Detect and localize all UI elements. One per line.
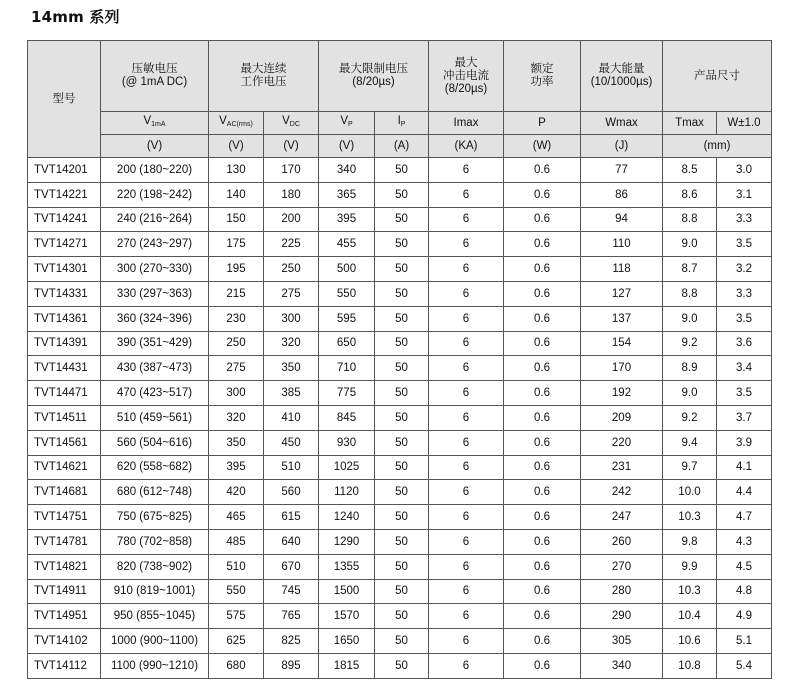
cell-wmax: 242 [581, 480, 663, 505]
cell-vp: 1240 [319, 505, 375, 530]
cell-vp: 650 [319, 331, 375, 356]
cell-vdc: 450 [264, 430, 319, 455]
cell-vac: 485 [209, 529, 264, 554]
symbol-w: W±1.0 [717, 112, 772, 135]
cell-vac: 275 [209, 356, 264, 381]
varistor-spec-table [27, 40, 772, 679]
col-header-product-size: 产品尺寸 [663, 41, 772, 112]
cell-imax: 6 [429, 182, 504, 207]
cell-imax: 6 [429, 505, 504, 530]
cell-vac: 680 [209, 653, 264, 678]
cell-p: 0.6 [504, 653, 581, 678]
cell-imax: 6 [429, 257, 504, 282]
cell-wmax: 280 [581, 579, 663, 604]
cell-v1ma: 470 (423~517) [101, 381, 209, 406]
cell-vp: 1570 [319, 604, 375, 629]
cell-w: 3.4 [717, 356, 772, 381]
cell-vp: 1290 [319, 529, 375, 554]
unit-p: (W) [504, 135, 581, 158]
cell-vac: 465 [209, 505, 264, 530]
cell-w: 3.5 [717, 381, 772, 406]
cell-w: 3.5 [717, 306, 772, 331]
cell-ip: 50 [375, 505, 429, 530]
cell-ip: 50 [375, 281, 429, 306]
cell-p: 0.6 [504, 281, 581, 306]
cell-vdc: 170 [264, 158, 319, 183]
cell-vdc: 225 [264, 232, 319, 257]
cell-v1ma: 560 (504~616) [101, 430, 209, 455]
cell-model: TVT14241 [28, 207, 101, 232]
page-title: 14mm 系列 [31, 8, 120, 26]
unit-ip: (A) [375, 135, 429, 158]
cell-p: 0.6 [504, 505, 581, 530]
table-row [28, 306, 772, 331]
symbol-wmax: Wmax [581, 112, 663, 135]
cell-wmax: 154 [581, 331, 663, 356]
cell-v1ma: 820 (738~902) [101, 554, 209, 579]
cell-w: 4.9 [717, 604, 772, 629]
cell-tmax: 8.8 [663, 281, 717, 306]
cell-tmax: 10.4 [663, 604, 717, 629]
cell-wmax: 290 [581, 604, 663, 629]
cell-wmax: 247 [581, 505, 663, 530]
cell-imax: 6 [429, 306, 504, 331]
cell-ip: 50 [375, 257, 429, 282]
cell-model: TVT14431 [28, 356, 101, 381]
cell-model: TVT14391 [28, 331, 101, 356]
table-row [28, 331, 772, 356]
cell-vdc: 615 [264, 505, 319, 530]
cell-ip: 50 [375, 381, 429, 406]
cell-ip: 50 [375, 158, 429, 183]
table-row [28, 381, 772, 406]
table-row [28, 257, 772, 282]
cell-model: TVT14511 [28, 405, 101, 430]
unit-size: (mm) [663, 135, 772, 158]
table-row [28, 182, 772, 207]
header-row-units [28, 135, 772, 158]
cell-p: 0.6 [504, 381, 581, 406]
cell-model: TVT14621 [28, 455, 101, 480]
cell-vac: 420 [209, 480, 264, 505]
cell-p: 0.6 [504, 554, 581, 579]
cell-ip: 50 [375, 604, 429, 629]
cell-imax: 6 [429, 331, 504, 356]
cell-wmax: 305 [581, 629, 663, 654]
symbol-vac: $V_{AC(rms)}$ [209, 112, 264, 135]
cell-vp: 710 [319, 356, 375, 381]
table-row [28, 529, 772, 554]
unit-imax: (KA) [429, 135, 504, 158]
cell-vp: 930 [319, 430, 375, 455]
cell-vp: 500 [319, 257, 375, 282]
cell-imax: 6 [429, 405, 504, 430]
cell-vac: 175 [209, 232, 264, 257]
cell-w: 5.1 [717, 629, 772, 654]
cell-ip: 50 [375, 455, 429, 480]
cell-v1ma: 200 (180~220) [101, 158, 209, 183]
cell-tmax: 8.9 [663, 356, 717, 381]
cell-model: TVT14821 [28, 554, 101, 579]
cell-imax: 6 [429, 629, 504, 654]
cell-vp: 550 [319, 281, 375, 306]
cell-imax: 6 [429, 158, 504, 183]
cell-p: 0.6 [504, 405, 581, 430]
col-header-model: 型号 [28, 41, 101, 158]
cell-tmax: 10.8 [663, 653, 717, 678]
cell-v1ma: 620 (558~682) [101, 455, 209, 480]
cell-v1ma: 510 (459~561) [101, 405, 209, 430]
unit-vac: (V) [209, 135, 264, 158]
cell-vp: 395 [319, 207, 375, 232]
cell-ip: 50 [375, 356, 429, 381]
cell-ip: 50 [375, 579, 429, 604]
cell-w: 3.1 [717, 182, 772, 207]
table-row [28, 629, 772, 654]
cell-v1ma: 680 (612~748) [101, 480, 209, 505]
cell-tmax: 9.2 [663, 331, 717, 356]
cell-p: 0.6 [504, 356, 581, 381]
cell-vdc: 410 [264, 405, 319, 430]
cell-imax: 6 [429, 430, 504, 455]
cell-p: 0.6 [504, 182, 581, 207]
cell-p: 0.6 [504, 529, 581, 554]
cell-imax: 6 [429, 480, 504, 505]
symbol-tmax: Tmax [663, 112, 717, 135]
cell-vac: 300 [209, 381, 264, 406]
table-row [28, 455, 772, 480]
cell-w: 3.7 [717, 405, 772, 430]
cell-ip: 50 [375, 232, 429, 257]
cell-p: 0.6 [504, 306, 581, 331]
cell-tmax: 8.5 [663, 158, 717, 183]
cell-ip: 50 [375, 207, 429, 232]
symbol-ip: $I_P$ [375, 112, 429, 135]
cell-ip: 50 [375, 331, 429, 356]
cell-ip: 50 [375, 306, 429, 331]
cell-w: 3.5 [717, 232, 772, 257]
cell-p: 0.6 [504, 207, 581, 232]
unit-vp: (V) [319, 135, 375, 158]
cell-vac: 350 [209, 430, 264, 455]
cell-vac: 230 [209, 306, 264, 331]
cell-model: TVT14361 [28, 306, 101, 331]
cell-vac: 510 [209, 554, 264, 579]
cell-vp: 775 [319, 381, 375, 406]
cell-imax: 6 [429, 554, 504, 579]
cell-ip: 50 [375, 653, 429, 678]
col-header-max-clamping-voltage: 最大限制电压 (8/20µs) [319, 41, 429, 112]
cell-vdc: 275 [264, 281, 319, 306]
cell-tmax: 9.2 [663, 405, 717, 430]
table-body [28, 158, 772, 679]
cell-vac: 575 [209, 604, 264, 629]
col-header-max-surge-current: 最大 冲击电流 (8/20µs) [429, 41, 504, 112]
cell-p: 0.6 [504, 158, 581, 183]
cell-tmax: 10.6 [663, 629, 717, 654]
cell-vp: 1650 [319, 629, 375, 654]
cell-vdc: 895 [264, 653, 319, 678]
cell-ip: 50 [375, 629, 429, 654]
cell-w: 3.3 [717, 207, 772, 232]
cell-vac: 395 [209, 455, 264, 480]
cell-ip: 50 [375, 430, 429, 455]
cell-model: TVT14112 [28, 653, 101, 678]
cell-vp: 1500 [319, 579, 375, 604]
cell-v1ma: 270 (243~297) [101, 232, 209, 257]
cell-w: 4.1 [717, 455, 772, 480]
col-header-max-continuous-voltage: 最大连续 工作电压 [209, 41, 319, 112]
cell-wmax: 86 [581, 182, 663, 207]
cell-tmax: 8.7 [663, 257, 717, 282]
cell-wmax: 94 [581, 207, 663, 232]
cell-vac: 250 [209, 331, 264, 356]
cell-v1ma: 330 (297~363) [101, 281, 209, 306]
cell-model: TVT14471 [28, 381, 101, 406]
cell-p: 0.6 [504, 430, 581, 455]
cell-vac: 215 [209, 281, 264, 306]
cell-v1ma: 430 (387~473) [101, 356, 209, 381]
cell-ip: 50 [375, 480, 429, 505]
cell-wmax: 170 [581, 356, 663, 381]
cell-w: 3.2 [717, 257, 772, 282]
cell-model: TVT14781 [28, 529, 101, 554]
cell-imax: 6 [429, 356, 504, 381]
symbol-vdc: $V_{DC}$ [264, 112, 319, 135]
symbol-imax: Imax [429, 112, 504, 135]
unit-v1ma: (V) [101, 135, 209, 158]
cell-model: TVT14271 [28, 232, 101, 257]
cell-wmax: 220 [581, 430, 663, 455]
cell-vdc: 560 [264, 480, 319, 505]
cell-tmax: 10.3 [663, 505, 717, 530]
cell-v1ma: 1100 (990~1210) [101, 653, 209, 678]
cell-tmax: 9.8 [663, 529, 717, 554]
table-row [28, 158, 772, 183]
cell-vdc: 765 [264, 604, 319, 629]
cell-v1ma: 910 (819~1001) [101, 579, 209, 604]
cell-model: TVT14301 [28, 257, 101, 282]
table-row [28, 505, 772, 530]
cell-p: 0.6 [504, 257, 581, 282]
cell-vac: 625 [209, 629, 264, 654]
cell-wmax: 118 [581, 257, 663, 282]
cell-vac: 550 [209, 579, 264, 604]
cell-wmax: 270 [581, 554, 663, 579]
cell-ip: 50 [375, 554, 429, 579]
cell-imax: 6 [429, 381, 504, 406]
cell-tmax: 9.0 [663, 232, 717, 257]
cell-w: 4.7 [717, 505, 772, 530]
cell-tmax: 9.7 [663, 455, 717, 480]
table-row [28, 430, 772, 455]
table-row [28, 554, 772, 579]
cell-w: 4.5 [717, 554, 772, 579]
cell-vac: 140 [209, 182, 264, 207]
cell-vp: 1025 [319, 455, 375, 480]
cell-vdc: 250 [264, 257, 319, 282]
cell-v1ma: 390 (351~429) [101, 331, 209, 356]
unit-vdc: (V) [264, 135, 319, 158]
cell-imax: 6 [429, 529, 504, 554]
cell-tmax: 8.6 [663, 182, 717, 207]
cell-vdc: 640 [264, 529, 319, 554]
col-header-varistor-voltage: 压敏电压 (@ 1mA DC) [101, 41, 209, 112]
cell-vdc: 385 [264, 381, 319, 406]
cell-vp: 1815 [319, 653, 375, 678]
cell-ip: 50 [375, 529, 429, 554]
cell-vac: 195 [209, 257, 264, 282]
cell-w: 4.4 [717, 480, 772, 505]
cell-v1ma: 780 (702~858) [101, 529, 209, 554]
cell-wmax: 110 [581, 232, 663, 257]
cell-model: TVT14751 [28, 505, 101, 530]
cell-wmax: 260 [581, 529, 663, 554]
cell-vp: 1355 [319, 554, 375, 579]
cell-p: 0.6 [504, 579, 581, 604]
cell-tmax: 9.0 [663, 306, 717, 331]
cell-p: 0.6 [504, 629, 581, 654]
unit-wmax: (J) [581, 135, 663, 158]
cell-tmax: 9.4 [663, 430, 717, 455]
cell-wmax: 209 [581, 405, 663, 430]
cell-p: 0.6 [504, 604, 581, 629]
cell-vac: 150 [209, 207, 264, 232]
cell-v1ma: 950 (855~1045) [101, 604, 209, 629]
table-row [28, 207, 772, 232]
table-row [28, 232, 772, 257]
header-row-titles [28, 41, 772, 112]
cell-tmax: 10.3 [663, 579, 717, 604]
col-header-rated-power: 额定 功率 [504, 41, 581, 112]
cell-w: 4.3 [717, 529, 772, 554]
cell-vp: 1120 [319, 480, 375, 505]
table-row [28, 653, 772, 678]
cell-imax: 6 [429, 579, 504, 604]
cell-vdc: 180 [264, 182, 319, 207]
cell-wmax: 77 [581, 158, 663, 183]
cell-tmax: 10.0 [663, 480, 717, 505]
table-row [28, 604, 772, 629]
cell-p: 0.6 [504, 232, 581, 257]
cell-wmax: 340 [581, 653, 663, 678]
symbol-vp: $V_P$ [319, 112, 375, 135]
cell-v1ma: 240 (216~264) [101, 207, 209, 232]
cell-imax: 6 [429, 232, 504, 257]
cell-wmax: 127 [581, 281, 663, 306]
cell-vdc: 670 [264, 554, 319, 579]
cell-vp: 365 [319, 182, 375, 207]
cell-vdc: 320 [264, 331, 319, 356]
cell-model: TVT14102 [28, 629, 101, 654]
cell-vdc: 510 [264, 455, 319, 480]
cell-p: 0.6 [504, 455, 581, 480]
table-row [28, 405, 772, 430]
cell-ip: 50 [375, 182, 429, 207]
cell-vp: 595 [319, 306, 375, 331]
cell-v1ma: 750 (675~825) [101, 505, 209, 530]
table-row [28, 480, 772, 505]
cell-p: 0.6 [504, 480, 581, 505]
cell-v1ma: 220 (198~242) [101, 182, 209, 207]
cell-vdc: 745 [264, 579, 319, 604]
cell-model: TVT14911 [28, 579, 101, 604]
cell-imax: 6 [429, 281, 504, 306]
cell-vdc: 200 [264, 207, 319, 232]
cell-tmax: 9.9 [663, 554, 717, 579]
table-row [28, 579, 772, 604]
cell-vdc: 825 [264, 629, 319, 654]
symbol-p: P [504, 112, 581, 135]
cell-model: TVT14561 [28, 430, 101, 455]
table-row [28, 281, 772, 306]
cell-vdc: 300 [264, 306, 319, 331]
cell-model: TVT14951 [28, 604, 101, 629]
cell-vdc: 350 [264, 356, 319, 381]
cell-vp: 845 [319, 405, 375, 430]
symbol-v1ma: $V_{1mA}$ [101, 112, 209, 135]
cell-imax: 6 [429, 604, 504, 629]
header-row-symbols [28, 112, 772, 135]
cell-w: 3.3 [717, 281, 772, 306]
cell-wmax: 192 [581, 381, 663, 406]
cell-tmax: 9.0 [663, 381, 717, 406]
cell-vac: 320 [209, 405, 264, 430]
col-header-max-energy: 最大能量 (10/1000µs) [581, 41, 663, 112]
table-header [28, 41, 772, 158]
cell-vp: 340 [319, 158, 375, 183]
cell-w: 3.9 [717, 430, 772, 455]
cell-v1ma: 1000 (900~1100) [101, 629, 209, 654]
cell-ip: 50 [375, 405, 429, 430]
cell-wmax: 231 [581, 455, 663, 480]
table-row [28, 356, 772, 381]
cell-imax: 6 [429, 207, 504, 232]
cell-tmax: 8.8 [663, 207, 717, 232]
cell-p: 0.6 [504, 331, 581, 356]
cell-vp: 455 [319, 232, 375, 257]
cell-w: 3.0 [717, 158, 772, 183]
cell-imax: 6 [429, 455, 504, 480]
cell-model: TVT14331 [28, 281, 101, 306]
cell-imax: 6 [429, 653, 504, 678]
cell-v1ma: 360 (324~396) [101, 306, 209, 331]
cell-wmax: 137 [581, 306, 663, 331]
cell-w: 5.4 [717, 653, 772, 678]
cell-model: TVT14681 [28, 480, 101, 505]
cell-model: TVT14201 [28, 158, 101, 183]
cell-v1ma: 300 (270~330) [101, 257, 209, 282]
cell-vac: 130 [209, 158, 264, 183]
cell-w: 4.8 [717, 579, 772, 604]
cell-model: TVT14221 [28, 182, 101, 207]
cell-w: 3.6 [717, 331, 772, 356]
